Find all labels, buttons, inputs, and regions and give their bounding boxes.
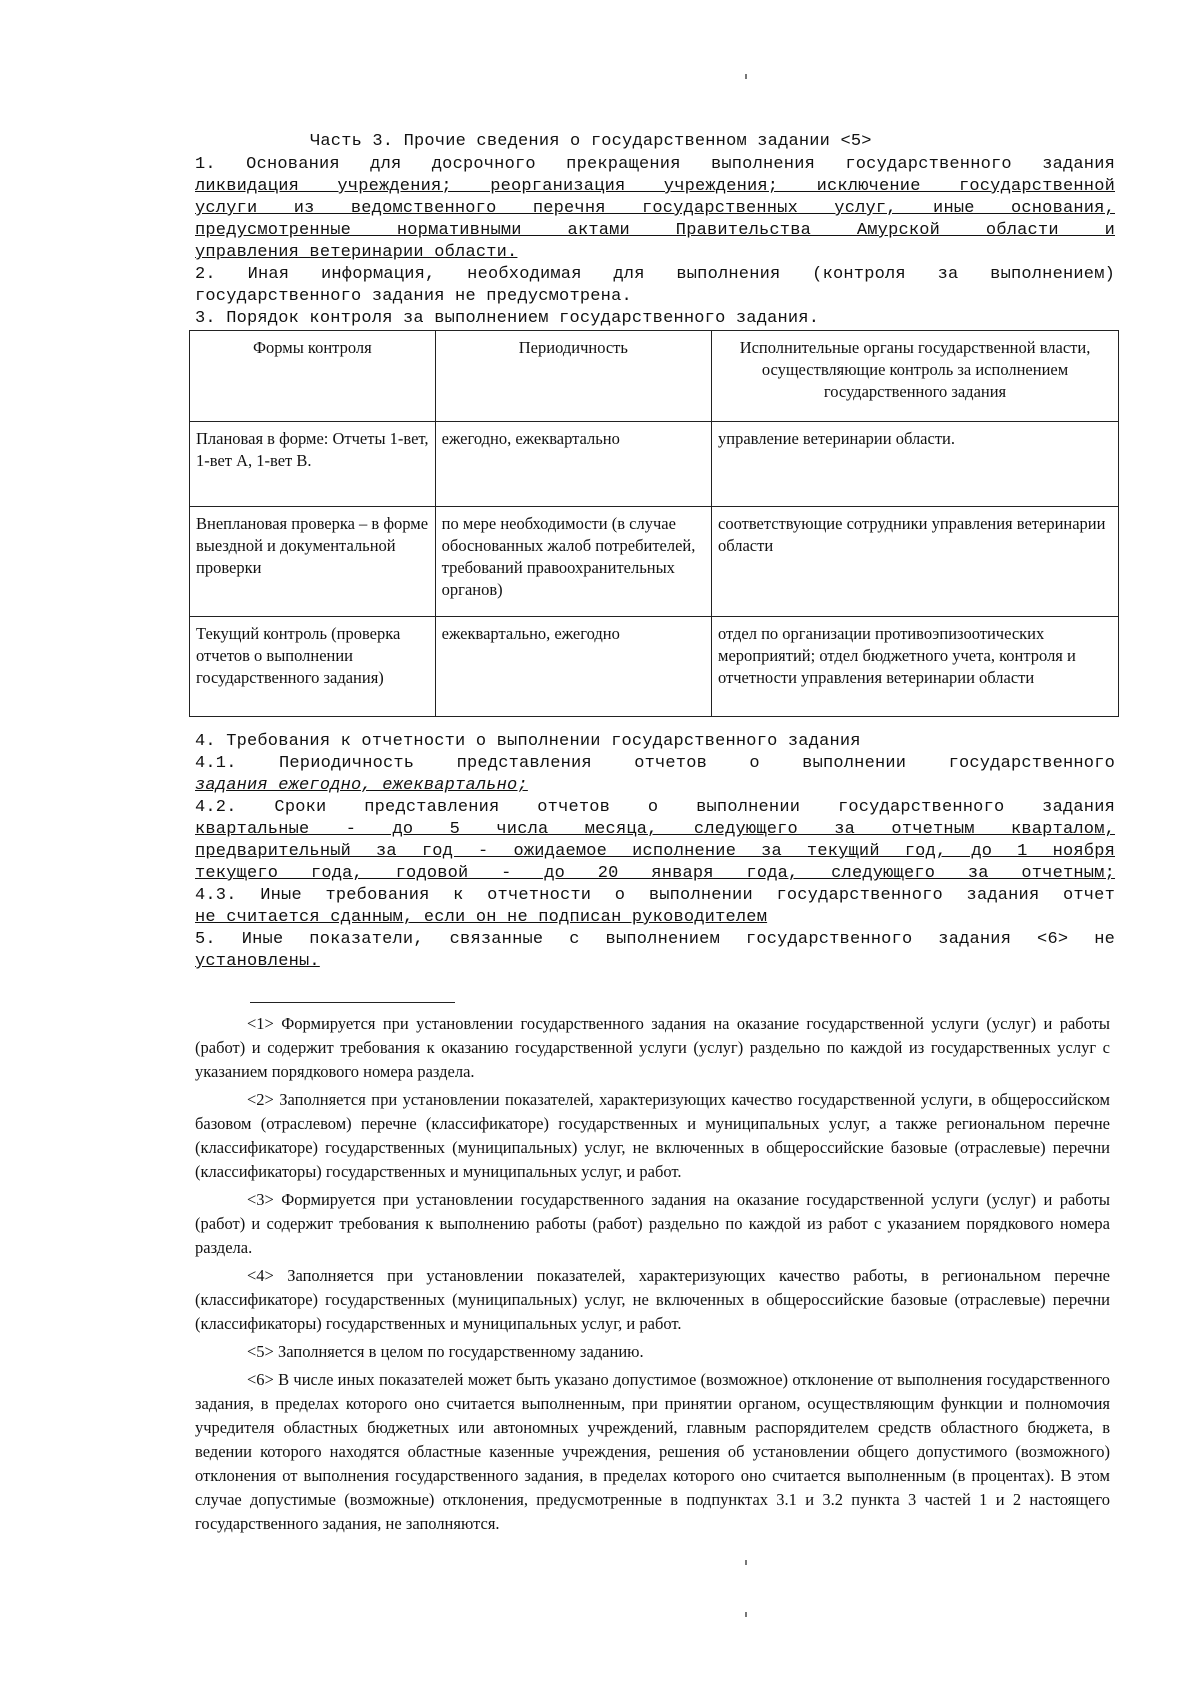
item3-line: 3. Порядок контроля за выполнением государственного задания. — [195, 309, 820, 328]
table-cell: по мере необходимости (в случае обоснованных жалоб потребителей, требований правоохранительных органов) — [435, 507, 711, 617]
item42-line: квартальные - до 5 числа месяца, следующего за отчетным кварталом, — [195, 820, 1115, 839]
table-cell: Внеплановая проверка – в форме выездной и документальной проверки — [190, 507, 436, 617]
footnote: <3> Формируется при установлении государственного задания на оказание государственной услуги (услуг) и работы (работ) и содержит требования к выполнению работы (работ) раздельно по каждой из работ с указанием порядкового номера раздела. — [195, 1190, 1110, 1257]
item1-line: 1. Основания для досрочного прекращения выполнения государственного задания — [195, 155, 1115, 174]
footnote: <5> Заполняется в целом по государственному заданию. — [247, 1342, 644, 1361]
item43-line: не считается сданным, если он не подписан руководителем — [195, 908, 768, 927]
footnote: <2> Заполняется при установлении показателей, характеризующих качество государственной услуги, в общероссийском базовом (отраслевом) перечне (классификаторе) государственных и муниципальных услуг, а также региональном перечне (классификаторе) государственных (муниципальных) услуг, не включенных в общероссийские базовые (отраслевые) перечни (классификаторы) государственных и муниципальных услуг, и работ. — [195, 1090, 1110, 1181]
table-cell: Текущий контроль (проверка отчетов о выполнении государственного задания) — [190, 617, 436, 717]
table-row — [190, 507, 1119, 617]
item5-line: 5. Иные показатели, связанные с выполнением государственного задания <6> не — [195, 930, 1115, 949]
item41-line: 4.1. Периодичность представления отчетов о выполнении государственного — [195, 754, 1115, 773]
footnotes — [195, 1012, 1110, 1540]
item1-line: предусмотренные нормативными актами Правительства Амурской области и — [195, 221, 1115, 240]
item41-line: задания ежегодно, ежеквартально; — [195, 776, 528, 795]
item2-line: 2. Иная информация, необходимая для выполнения (контроля за выполнением) — [195, 265, 1115, 284]
item2-line: государственного задания не предусмотрена. — [195, 287, 632, 306]
table-row — [190, 617, 1119, 717]
table-header-cell: Формы контроля — [190, 331, 436, 422]
table-header-cell: Исполнительные органы государственной власти, осуществляющие контроль за исполнением государственного задания — [712, 331, 1119, 422]
item42-line: предварительный за год - ожидаемое исполнение за текущий год, до 1 ноября — [195, 842, 1115, 861]
footnote: <4> Заполняется при установлении показателей, характеризующих качество работы, в региональном перечне (классификаторе) государственных (муниципальных) услуг, не включенных в общероссийские базовые (отраслевые) перечни (классификаторы) государственных и муниципальных услуг, и работ. — [195, 1266, 1110, 1333]
table-cell: Плановая в форме: Отчеты 1-вет, 1-вет А, 1-вет В. — [190, 422, 436, 507]
table-cell: ежегодно, ежеквартально — [435, 422, 711, 507]
table-header-cell: Периодичность — [435, 331, 711, 422]
footnote: <1> Формируется при установлении государственного задания на оказание государственной услуги (услуг) и работы (работ) и содержит требования к оказанию государственной услуги (услуг) раздельно по каждой из государственных услуг с указанием порядкового номера раздела. — [195, 1014, 1110, 1081]
item4-line: 4. Требования к отчетности о выполнении государственного задания — [195, 732, 861, 751]
control-table — [189, 330, 1119, 717]
table-cell: отдел по организации противоэпизоотических мероприятий; отдел бюджетного учета, контроля и отчетности управления ветеринарии области — [712, 617, 1119, 717]
scan-speck — [745, 74, 747, 79]
table-cell: управление ветеринарии области. — [712, 422, 1119, 507]
part-title: Часть 3. Прочие сведения о государственном задании <5> — [310, 132, 872, 151]
footnote: <6> В числе иных показателей может быть указано допустимое (возможное) отклонение от выполнения государственного задания, в пределах которого оно считается выполненным, при принятии органом, осуществляющим функции и полномочия учредителя областных бюджетных или автономных учреждений, главным распорядителем средств областного бюджета, в ведении которого находятся областные казенные учреждения, решения об установлении общего допустимого (возможного) отклонения от выполнения государственного задания, в пределах которого оно считается выполненным (в процентах). В этом случае допустимые (возможные) отклонения, предусмотренные в подпунктах 3.1 и 3.2 пункта 3 частей 1 и 2 настоящего государственного задания, не заполняются. — [195, 1370, 1110, 1533]
table-cell: ежеквартально, ежегодно — [435, 617, 711, 717]
item42-line: 4.2. Сроки представления отчетов о выполнении государственного задания — [195, 798, 1115, 817]
item42-line: текущего года, годовой - до 20 января года, следующего за отчетным; — [195, 864, 1115, 883]
item1-line: управления ветеринарии области. — [195, 243, 518, 262]
item1-line: ликвидация учреждения; реорганизация учреждения; исключение государственной — [195, 177, 1115, 196]
item5-line: установлены. — [195, 952, 320, 971]
table-row — [190, 422, 1119, 507]
scan-speck — [745, 1560, 747, 1565]
scan-speck — [745, 1612, 747, 1617]
item43-line: 4.3. Иные требования к отчетности о выполнении государственного задания отчет — [195, 886, 1115, 905]
table-cell: соответствующие сотрудники управления ветеринарии области — [712, 507, 1119, 617]
footnote-divider — [250, 1002, 455, 1003]
item1-line: услуги из ведомственного перечня государственных услуг, иные основания, — [195, 199, 1115, 218]
table-header-row — [190, 331, 1119, 422]
